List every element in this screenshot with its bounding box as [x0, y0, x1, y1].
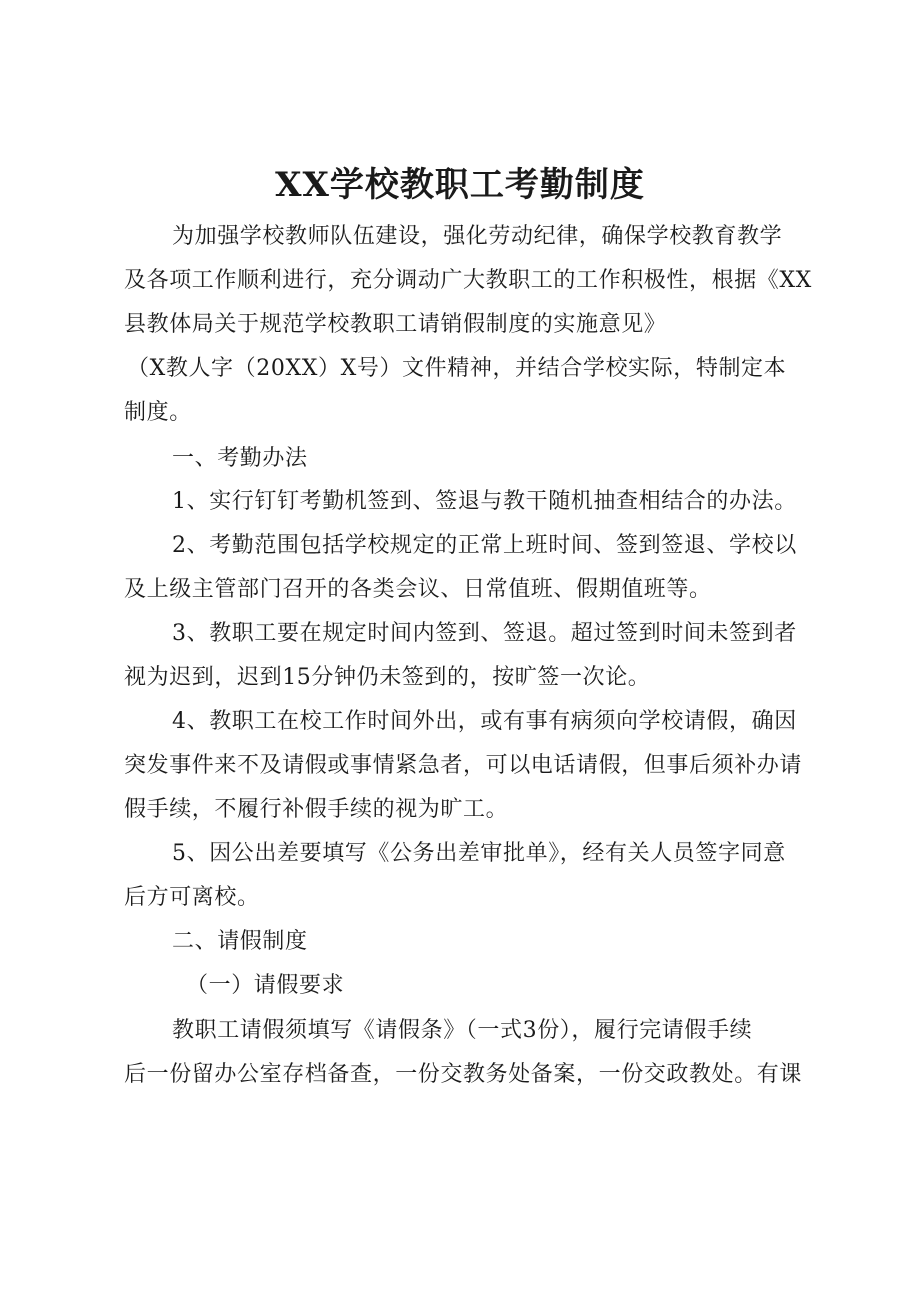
subsection-heading: （一）请假要求 [186, 973, 345, 998]
paragraph-line: 2、考勤范围包括学校规定的正常上班时间、签到签退、学校以 [172, 533, 797, 558]
paragraph-line: 视为迟到，迟到15分钟仍未签到的，按旷签一次论。 [124, 665, 651, 690]
paragraph-line: 为加强学校教师队伍建设，强化劳动纪律，确保学校教育教学 [172, 224, 783, 249]
paragraph-line: 后一份留办公室存档备查，一份交教务处备案，一份交政教处。有课 [124, 1062, 803, 1087]
paragraph-line: 县教体局关于规范学校教职工请销假制度的实施意见》 [124, 312, 667, 337]
paragraph-line: 5、因公出差要填写《公务出差审批单》，经有关人员签字同意 [172, 841, 786, 866]
paragraph-line: 3、教职工要在规定时间内签到、签退。超过签到时间未签到者 [172, 621, 797, 646]
paragraph-line: 制度。 [124, 400, 192, 425]
paragraph-line: 后方可离校。 [124, 885, 260, 910]
paragraph-line: 及各项工作顺利进行，充分调动广大教职工的工作积极性，根据《XX [124, 268, 812, 293]
paragraph-line: 及上级主管部门召开的各类会议、日常值班、假期值班等。 [124, 577, 712, 602]
section-heading: 二、请假制度 [172, 929, 308, 954]
paragraph-line: 4、教职工在校工作时间外出，或有事有病须向学校请假，确因 [172, 709, 797, 734]
section-heading: 一、考勤办法 [172, 446, 308, 471]
paragraph-line: （X教人字（20XX）X号）文件精神，并结合学校实际，特制定本 [127, 356, 787, 381]
paragraph-line: 1、实行钉钉考勤机签到、签退与教干随机抽查相结合的办法。 [172, 489, 797, 514]
document-title: XX学校教职工考勤制度 [275, 165, 645, 205]
paragraph-line: 教职工请假须填写《请假条》（一式3份），履行完请假手续 [172, 1018, 753, 1043]
paragraph-line: 假手续，不履行补假手续的视为旷工。 [124, 797, 509, 822]
paragraph-line: 突发事件来不及请假或事情紧急者，可以电话请假，但事后须补办请 [124, 753, 803, 778]
